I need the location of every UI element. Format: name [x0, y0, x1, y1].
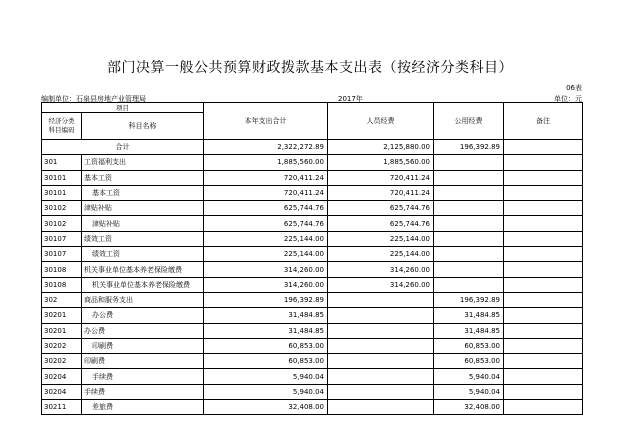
row-personnel: 625,744.76	[328, 201, 434, 216]
row-name: 办公费	[82, 308, 204, 323]
row-note	[504, 338, 583, 353]
row-public: 60,853.00	[434, 354, 504, 369]
row-public	[434, 185, 504, 200]
row-note	[504, 201, 583, 216]
row-total: 1,885,560.00	[204, 155, 328, 170]
row-name: 商品和服务支出	[82, 292, 204, 307]
row-code: 30108	[42, 277, 82, 292]
row-code: 30101	[42, 170, 82, 185]
table-row	[42, 231, 583, 246]
row-total: 60,853.00	[204, 338, 328, 353]
row-note	[504, 308, 583, 323]
row-note	[504, 170, 583, 185]
row-total: 31,484.85	[204, 323, 328, 338]
row-code: 30101	[42, 185, 82, 200]
table-row	[42, 277, 583, 292]
row-public: 31,484.85	[434, 308, 504, 323]
row-note	[504, 354, 583, 369]
row-personnel	[328, 354, 434, 369]
row-public	[434, 170, 504, 185]
row-total: 225,144.00	[204, 231, 328, 246]
row-name: 印刷费	[82, 354, 204, 369]
row-note	[504, 216, 583, 231]
row-name: 手续费	[82, 369, 204, 384]
row-note	[504, 277, 583, 292]
row-code: 30107	[42, 231, 82, 246]
row-personnel	[328, 384, 434, 399]
row-code: 302	[42, 292, 82, 307]
row-code: 30204	[42, 369, 82, 384]
row-personnel	[328, 338, 434, 353]
row-code: 30108	[42, 262, 82, 277]
row-total: 196,392.89	[204, 292, 328, 307]
row-personnel	[328, 292, 434, 307]
report-year: 2017年	[338, 95, 363, 103]
code-header: 经济分类科目编码	[42, 113, 82, 140]
row-public: 60,853.00	[434, 338, 504, 353]
row-personnel	[328, 369, 434, 384]
row-note	[504, 384, 583, 399]
table-row	[42, 338, 583, 353]
row-public	[434, 262, 504, 277]
row-public	[434, 155, 504, 170]
row-total: 5,940.04	[204, 369, 328, 384]
total-header: 本年支出合计	[204, 103, 328, 140]
table-row	[42, 216, 583, 231]
row-name: 差旅费	[82, 400, 204, 415]
total-personnel: 2,125,880.00	[328, 140, 434, 155]
row-name: 绩效工资	[82, 231, 204, 246]
row-code: 30201	[42, 308, 82, 323]
row-note	[504, 262, 583, 277]
row-total: 314,260.00	[204, 277, 328, 292]
table-row	[42, 369, 583, 384]
row-note	[504, 369, 583, 384]
row-total: 720,411.24	[204, 170, 328, 185]
row-personnel	[328, 323, 434, 338]
table-row	[42, 247, 583, 262]
row-personnel: 720,411.24	[328, 170, 434, 185]
row-code: 30202	[42, 338, 82, 353]
table-row	[42, 185, 583, 200]
total-row	[42, 140, 583, 155]
total-amount: 2,322,272.89	[204, 140, 328, 155]
table-number: 06表	[566, 84, 582, 92]
total-public: 196,392.89	[434, 140, 504, 155]
row-name: 办公费	[82, 323, 204, 338]
row-name: 印刷费	[82, 338, 204, 353]
table-row	[42, 308, 583, 323]
row-note	[504, 292, 583, 307]
currency-unit: 单位：元	[554, 95, 582, 103]
row-code: 30107	[42, 247, 82, 262]
row-code: 30202	[42, 354, 82, 369]
row-personnel: 314,260.00	[328, 277, 434, 292]
row-personnel: 625,744.76	[328, 216, 434, 231]
table-row	[42, 323, 583, 338]
row-name: 基本工资	[82, 185, 204, 200]
row-personnel: 225,144.00	[328, 247, 434, 262]
table-row	[42, 384, 583, 399]
total-label: 合计	[42, 140, 204, 155]
row-public	[434, 216, 504, 231]
row-public: 32,408.00	[434, 400, 504, 415]
project-header: 项目	[42, 103, 204, 113]
row-public	[434, 201, 504, 216]
row-personnel: 314,260.00	[328, 262, 434, 277]
row-note	[504, 231, 583, 246]
row-name: 基本工资	[82, 170, 204, 185]
row-personnel: 720,411.24	[328, 185, 434, 200]
row-note	[504, 155, 583, 170]
row-public: 31,484.85	[434, 323, 504, 338]
table-row	[42, 201, 583, 216]
row-note	[504, 400, 583, 415]
row-public: 196,392.89	[434, 292, 504, 307]
row-total: 31,484.85	[204, 308, 328, 323]
public-header: 公用经费	[434, 103, 504, 140]
row-name: 津贴补贴	[82, 201, 204, 216]
row-code: 30211	[42, 400, 82, 415]
row-personnel	[328, 308, 434, 323]
name-header: 科目名称	[82, 113, 204, 140]
table-row	[42, 354, 583, 369]
table-row	[42, 170, 583, 185]
row-code: 30102	[42, 216, 82, 231]
row-code: 30201	[42, 323, 82, 338]
row-note	[504, 185, 583, 200]
page-title: 部门决算一般公共预算财政拨款基本支出表（按经济分类科目）	[107, 60, 513, 76]
row-public	[434, 247, 504, 262]
row-note	[504, 323, 583, 338]
table-row	[42, 155, 583, 170]
row-total: 60,853.00	[204, 354, 328, 369]
row-total: 32,408.00	[204, 400, 328, 415]
table-row	[42, 400, 583, 415]
row-note	[504, 247, 583, 262]
row-name: 绩效工资	[82, 247, 204, 262]
total-note	[504, 140, 583, 155]
compiler-unit: 编制单位：石泉县房地产业管理局	[41, 95, 146, 103]
row-code: 30102	[42, 201, 82, 216]
table-row	[42, 262, 583, 277]
row-personnel: 225,144.00	[328, 231, 434, 246]
row-total: 225,144.00	[204, 247, 328, 262]
row-total: 625,744.76	[204, 216, 328, 231]
personnel-header: 人员经费	[328, 103, 434, 140]
row-total: 720,411.24	[204, 185, 328, 200]
row-name: 津贴补贴	[82, 216, 204, 231]
table-row	[42, 292, 583, 307]
row-total: 314,260.00	[204, 262, 328, 277]
row-name: 机关事业单位基本养老保险缴费	[82, 277, 204, 292]
row-total: 5,940.04	[204, 384, 328, 399]
row-code: 30204	[42, 384, 82, 399]
row-code: 301	[42, 155, 82, 170]
row-public	[434, 277, 504, 292]
row-public: 5,940.04	[434, 369, 504, 384]
row-public	[434, 231, 504, 246]
row-name: 手续费	[82, 384, 204, 399]
row-public: 5,940.04	[434, 384, 504, 399]
row-personnel	[328, 400, 434, 415]
expenditure-table	[41, 102, 583, 415]
row-personnel: 1,885,560.00	[328, 155, 434, 170]
row-name: 机关事业单位基本养老保险缴费	[82, 262, 204, 277]
row-name: 工资福利支出	[82, 155, 204, 170]
note-header: 备注	[504, 103, 583, 140]
row-total: 625,744.76	[204, 201, 328, 216]
header-row-1	[42, 103, 583, 113]
